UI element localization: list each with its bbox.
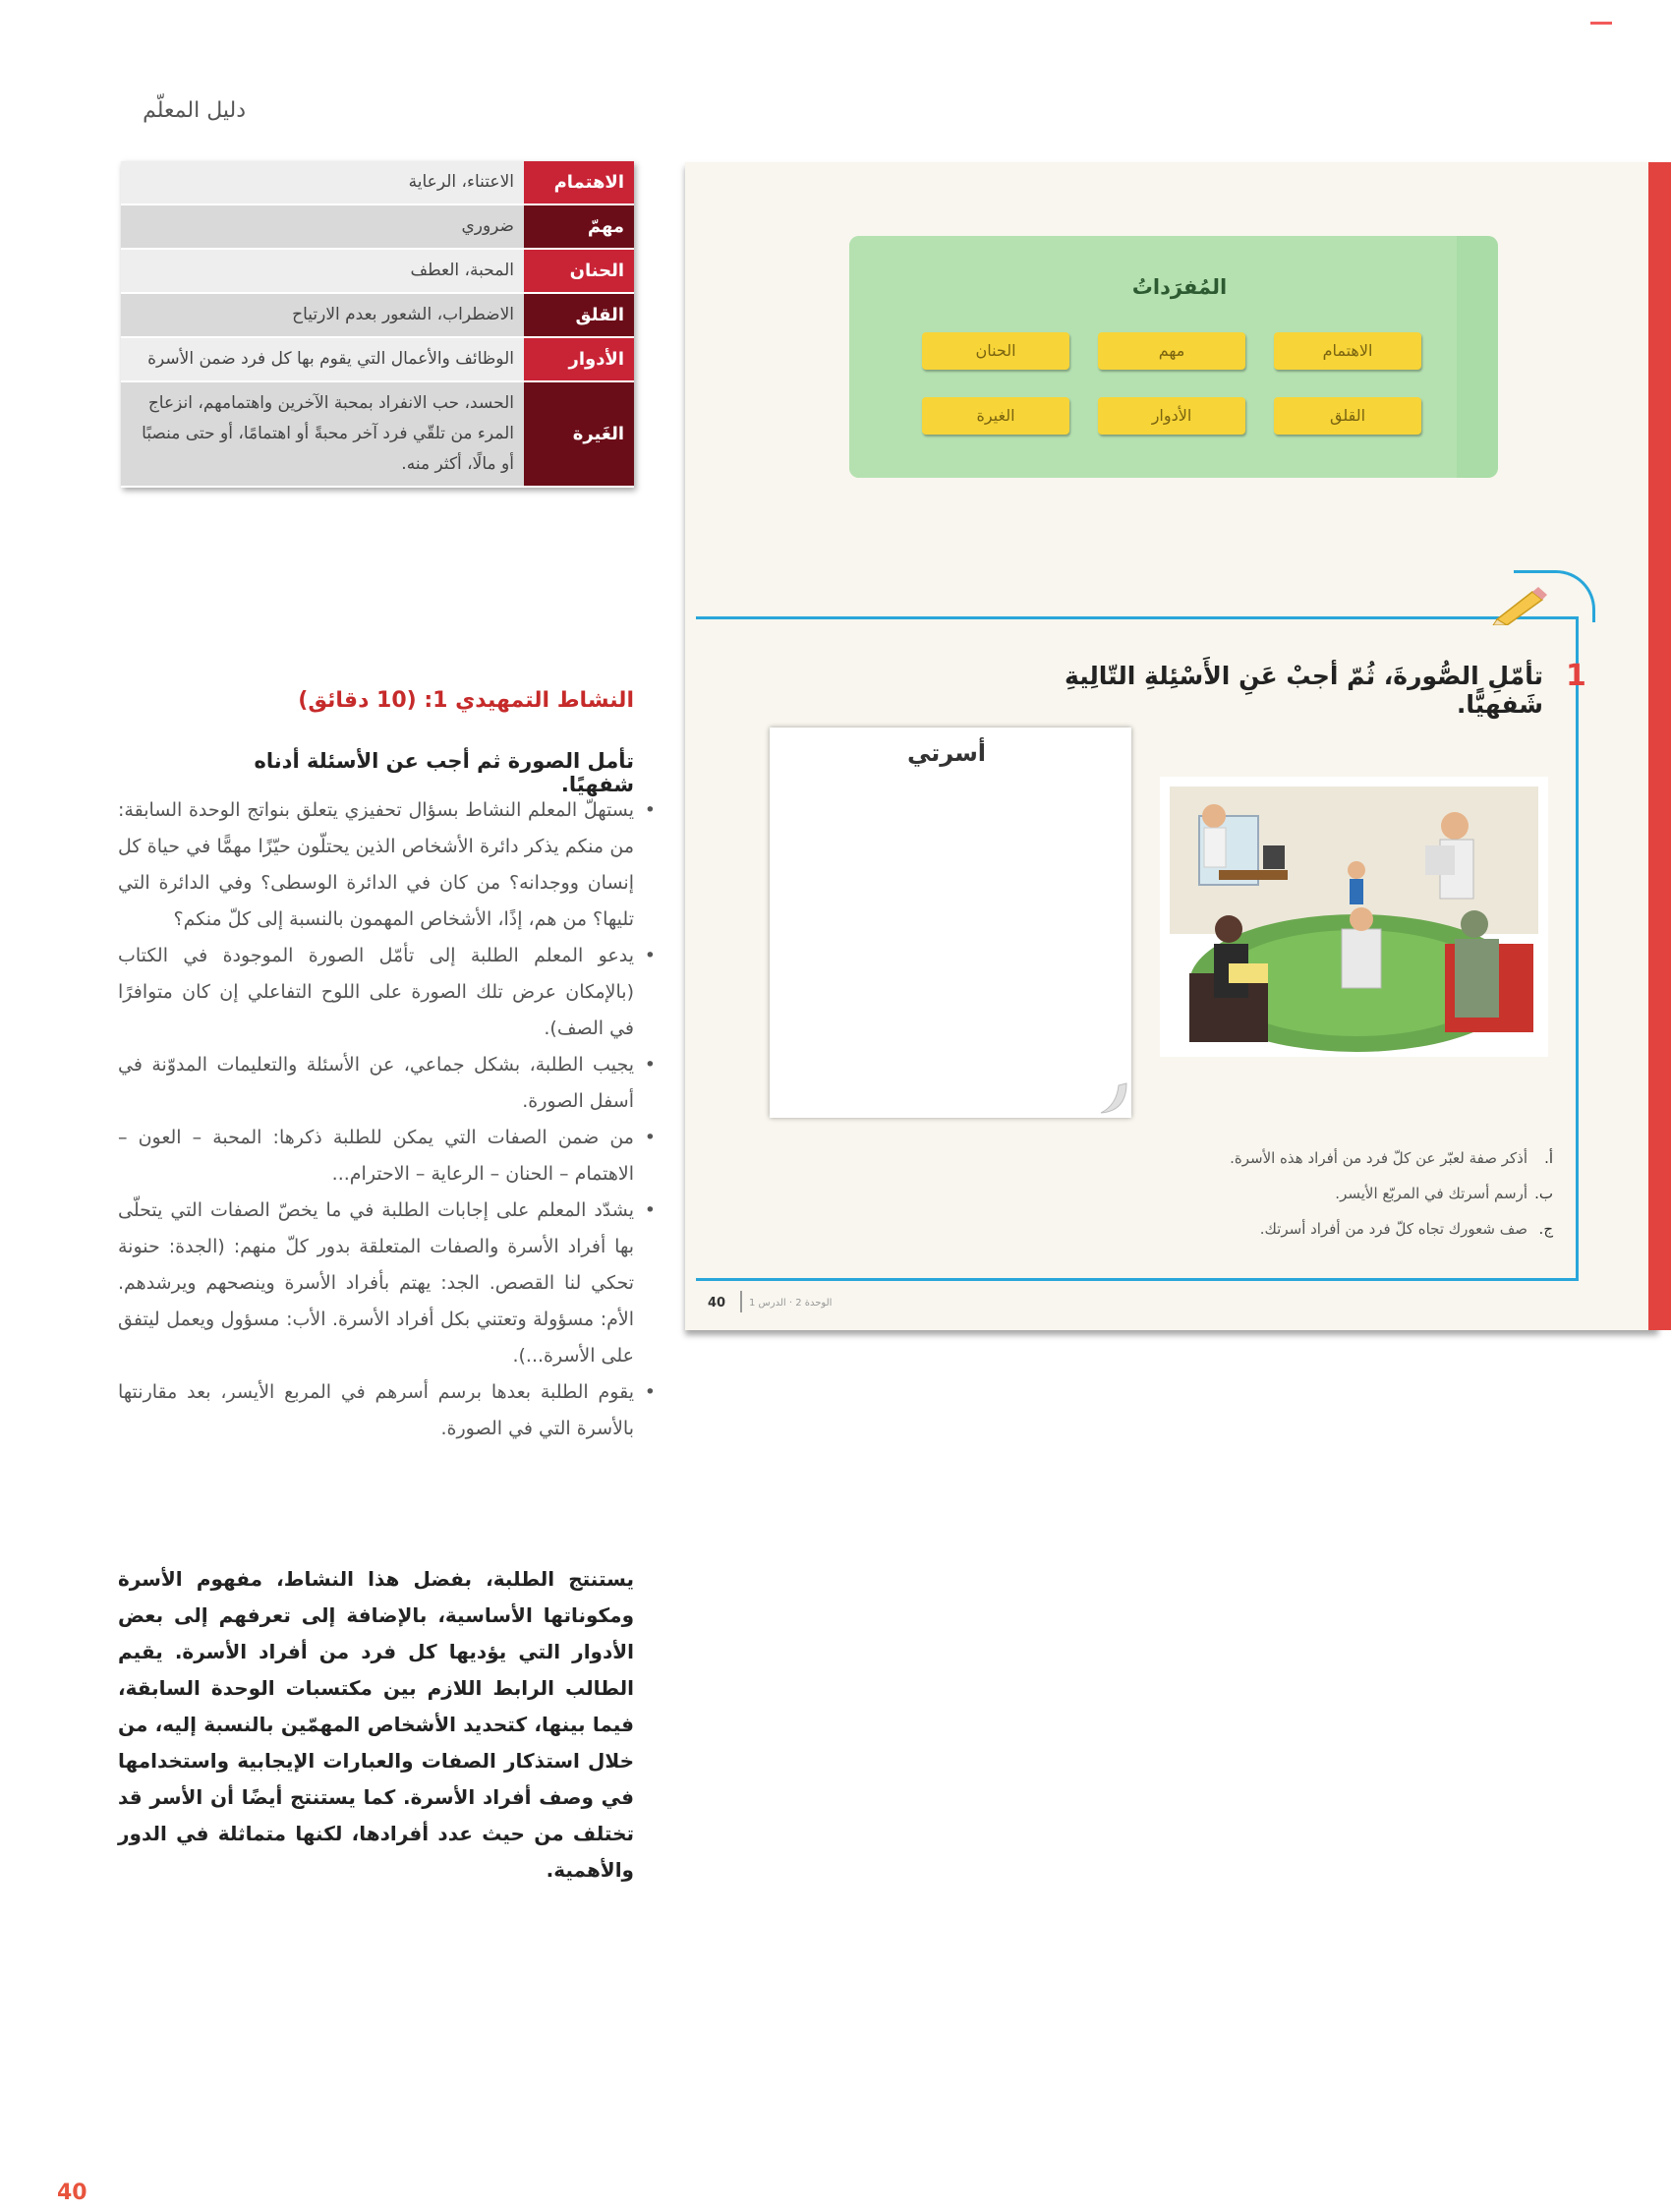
activity-bullet: • يدعو المعلم الطلبة إلى تأمّل الصورة الموجودة في الكتاب (بالإمكان عرض تلك الصورة على اللوح التفاعلي إن كان متوافرًا في الصف).: [118, 938, 634, 1047]
exercise-question: [1022, 1211, 1553, 1247]
activity-conclusion: يستنتج الطلبة، بفضل هذا النشاط، مفهوم الأسرة ومكوناتها الأساسية، بالإضافة إلى تعرفهم إلى بعض الأدوار التي يؤديها كل فرد من أفراد الأسرة. يقيم الطالب الرابط اللازم بين مكتسبات الوحدة السابقة، فيما بينها، كتحديد الأشخاص المهمّين بالنسبة إليه، من خلال استذكار الصفات والعبارات الإيجابية واستخدامها في وصف أفراد الأسرة. كما يستنتج أيضًا أن الأسر قد تختلف من حيث عدد أفرادها، لكنها متماثلة في الدور والأهمية.: [118, 1567, 634, 1882]
exercise-frame-top: [696, 616, 1579, 619]
question-text: تأمّلِ الصُّورةَ، ثُمّ أجبْ عَنِ الأَسْئِلةِ التّالِيةِ شَفهيًّا.: [1065, 662, 1543, 719]
activity-bullet: • من ضمن الصفات التي يمكن للطلبة ذكرها: المحبة – العون – الاهتمام – الحنان – الرعاية – الاحترام...: [118, 1120, 634, 1193]
vocabulary-row: [121, 161, 634, 204]
vocab-chip: القلق: [1274, 397, 1421, 435]
vocabulary-row: [121, 337, 634, 381]
question-item-text: أذكر صفة لعبّر عن كلّ فرد من أفراد هذه الأسرة.: [1230, 1149, 1527, 1167]
question-letter: أ.: [1544, 1149, 1553, 1167]
exercise-frame-right: [1576, 617, 1579, 1280]
activity-bullet-list: [118, 792, 660, 1447]
vocabulary-row: [121, 381, 634, 487]
family-illustration: [1160, 777, 1548, 1057]
vocab-chip: الأدوار: [1098, 397, 1245, 435]
question-number: 1: [1566, 659, 1586, 693]
page-number: 40: [57, 2181, 87, 2205]
activity-bullet: • يستهلّ المعلم النشاط بسؤال تحفيزي يتعلق بنواتج الوحدة السابقة: من منكم يذكر دائرة الأشخاص الذين يحتلّون حيّزًا مهمًّا في حياة كل إنسان ووجدانه؟ من كان في الدائرة الوسطى؟ وفي الدائرة التي تليها؟ من هم، إذًا، الأشخاص المهمون بالنسبة إلى كلّ منكم؟: [118, 792, 634, 938]
vocabulary-term: الغَيرة: [524, 381, 634, 487]
vocabulary-definition: المحبة، العطف: [121, 249, 524, 293]
activity-intro: تأمل الصورة ثم أجب عن الأسئلة أدناه شفهيًا.: [254, 749, 634, 796]
question-item-text: صف شعورك تجاه كلّ فرد من أفراد أسرتك.: [1259, 1220, 1527, 1238]
exercise-frame-bottom: [696, 1278, 1579, 1281]
vocabulary-row: [121, 204, 634, 249]
activity-bullet: • يجيب الطلبة، بشكل جماعي، عن الأسئلة والتعليمات المدوّنة في أسفل الصورة.: [118, 1047, 634, 1120]
top-decorative-mark: [1590, 22, 1612, 25]
page-curl-icon: [1097, 1081, 1128, 1115]
vocabulary-table: [121, 161, 634, 488]
activity-bullet: • يقوم الطلبة بعدها برسم أسرهم في المربع الأيسر، بعد مقارنتها بالأسرة التي في الصورة.: [118, 1374, 634, 1447]
question-item-text: أرسم أسرتك في المربّع الأيسر.: [1335, 1185, 1527, 1202]
pencil-icon: [1489, 586, 1548, 625]
activity-heading: النشاط التمهيدي 1: (10 دقائق): [298, 688, 634, 713]
vocabulary-term: الاهتمام: [524, 161, 634, 204]
vocabulary-term: الأدوار: [524, 337, 634, 381]
vocabulary-definition: الاعتناء، الرعاية: [121, 161, 524, 204]
guide-title: دليل المعلّم: [143, 98, 246, 123]
question-letter: ب.: [1534, 1185, 1553, 1202]
vocabulary-definition: ضروري: [121, 204, 524, 249]
vocabulary-box-title: المُفرَداتُ: [1131, 275, 1228, 299]
textbook-page-number: 40: [708, 1296, 726, 1310]
vocabulary-definition: الاضطراب، الشعور بعدم الارتياح: [121, 293, 524, 337]
vocabulary-row: [121, 293, 634, 337]
vocab-chip: الاهتمام: [1274, 332, 1421, 370]
vocab-chip: الغيرة: [922, 397, 1069, 435]
question-letter: ج.: [1538, 1220, 1553, 1238]
vocab-chip: الحنان: [922, 332, 1069, 370]
vocabulary-term: الحنان: [524, 249, 634, 293]
textbook-edge-band: [1648, 162, 1671, 1330]
exercise-question: [1022, 1176, 1553, 1211]
exercise-questions: [1022, 1140, 1553, 1247]
vocabulary-definition: الوظائف والأعمال التي يقوم بها كل فرد ضمن الأسرة: [121, 337, 524, 381]
activity-bullet: • يشدّد المعلم على إجابات الطلبة في ما يخصّ الصفات التي يتحلّى بها أفراد الأسرة والصفات المتعلقة بدور كلّ منهم: (الجدة: حنونة تحكي لنا القصص. الجد: يهتم بأفراد الأسرة وينصحهم ويرشدهم. الأم: مسؤولة وتعتني بكل أفراد الأسرة. الأب: مسؤول ويعمل ليتفق على الأسرة...).: [118, 1193, 634, 1374]
vocabulary-definition: الحسد، حب الانفراد بمحبة الآخرين واهتمامهم، انزعاج المرء من تلقّي فرد آخر محبةً أو اهتمامًا، أو حتى منصبًا أو مالًا، أكثر منه.: [121, 381, 524, 487]
vocab-chip: مهم: [1098, 332, 1245, 370]
vocabulary-row: [121, 249, 634, 293]
vocabulary-term: مهمّ: [524, 204, 634, 249]
vocabulary-term: القلق: [524, 293, 634, 337]
exercise-question: [1022, 1140, 1553, 1176]
drawing-box-title: أسرتي: [906, 739, 987, 767]
footer-separator: [740, 1291, 742, 1312]
textbook-footer-text: الوحدة 2 · الدرس 1: [749, 1298, 833, 1309]
drawing-box: [770, 728, 1131, 1118]
